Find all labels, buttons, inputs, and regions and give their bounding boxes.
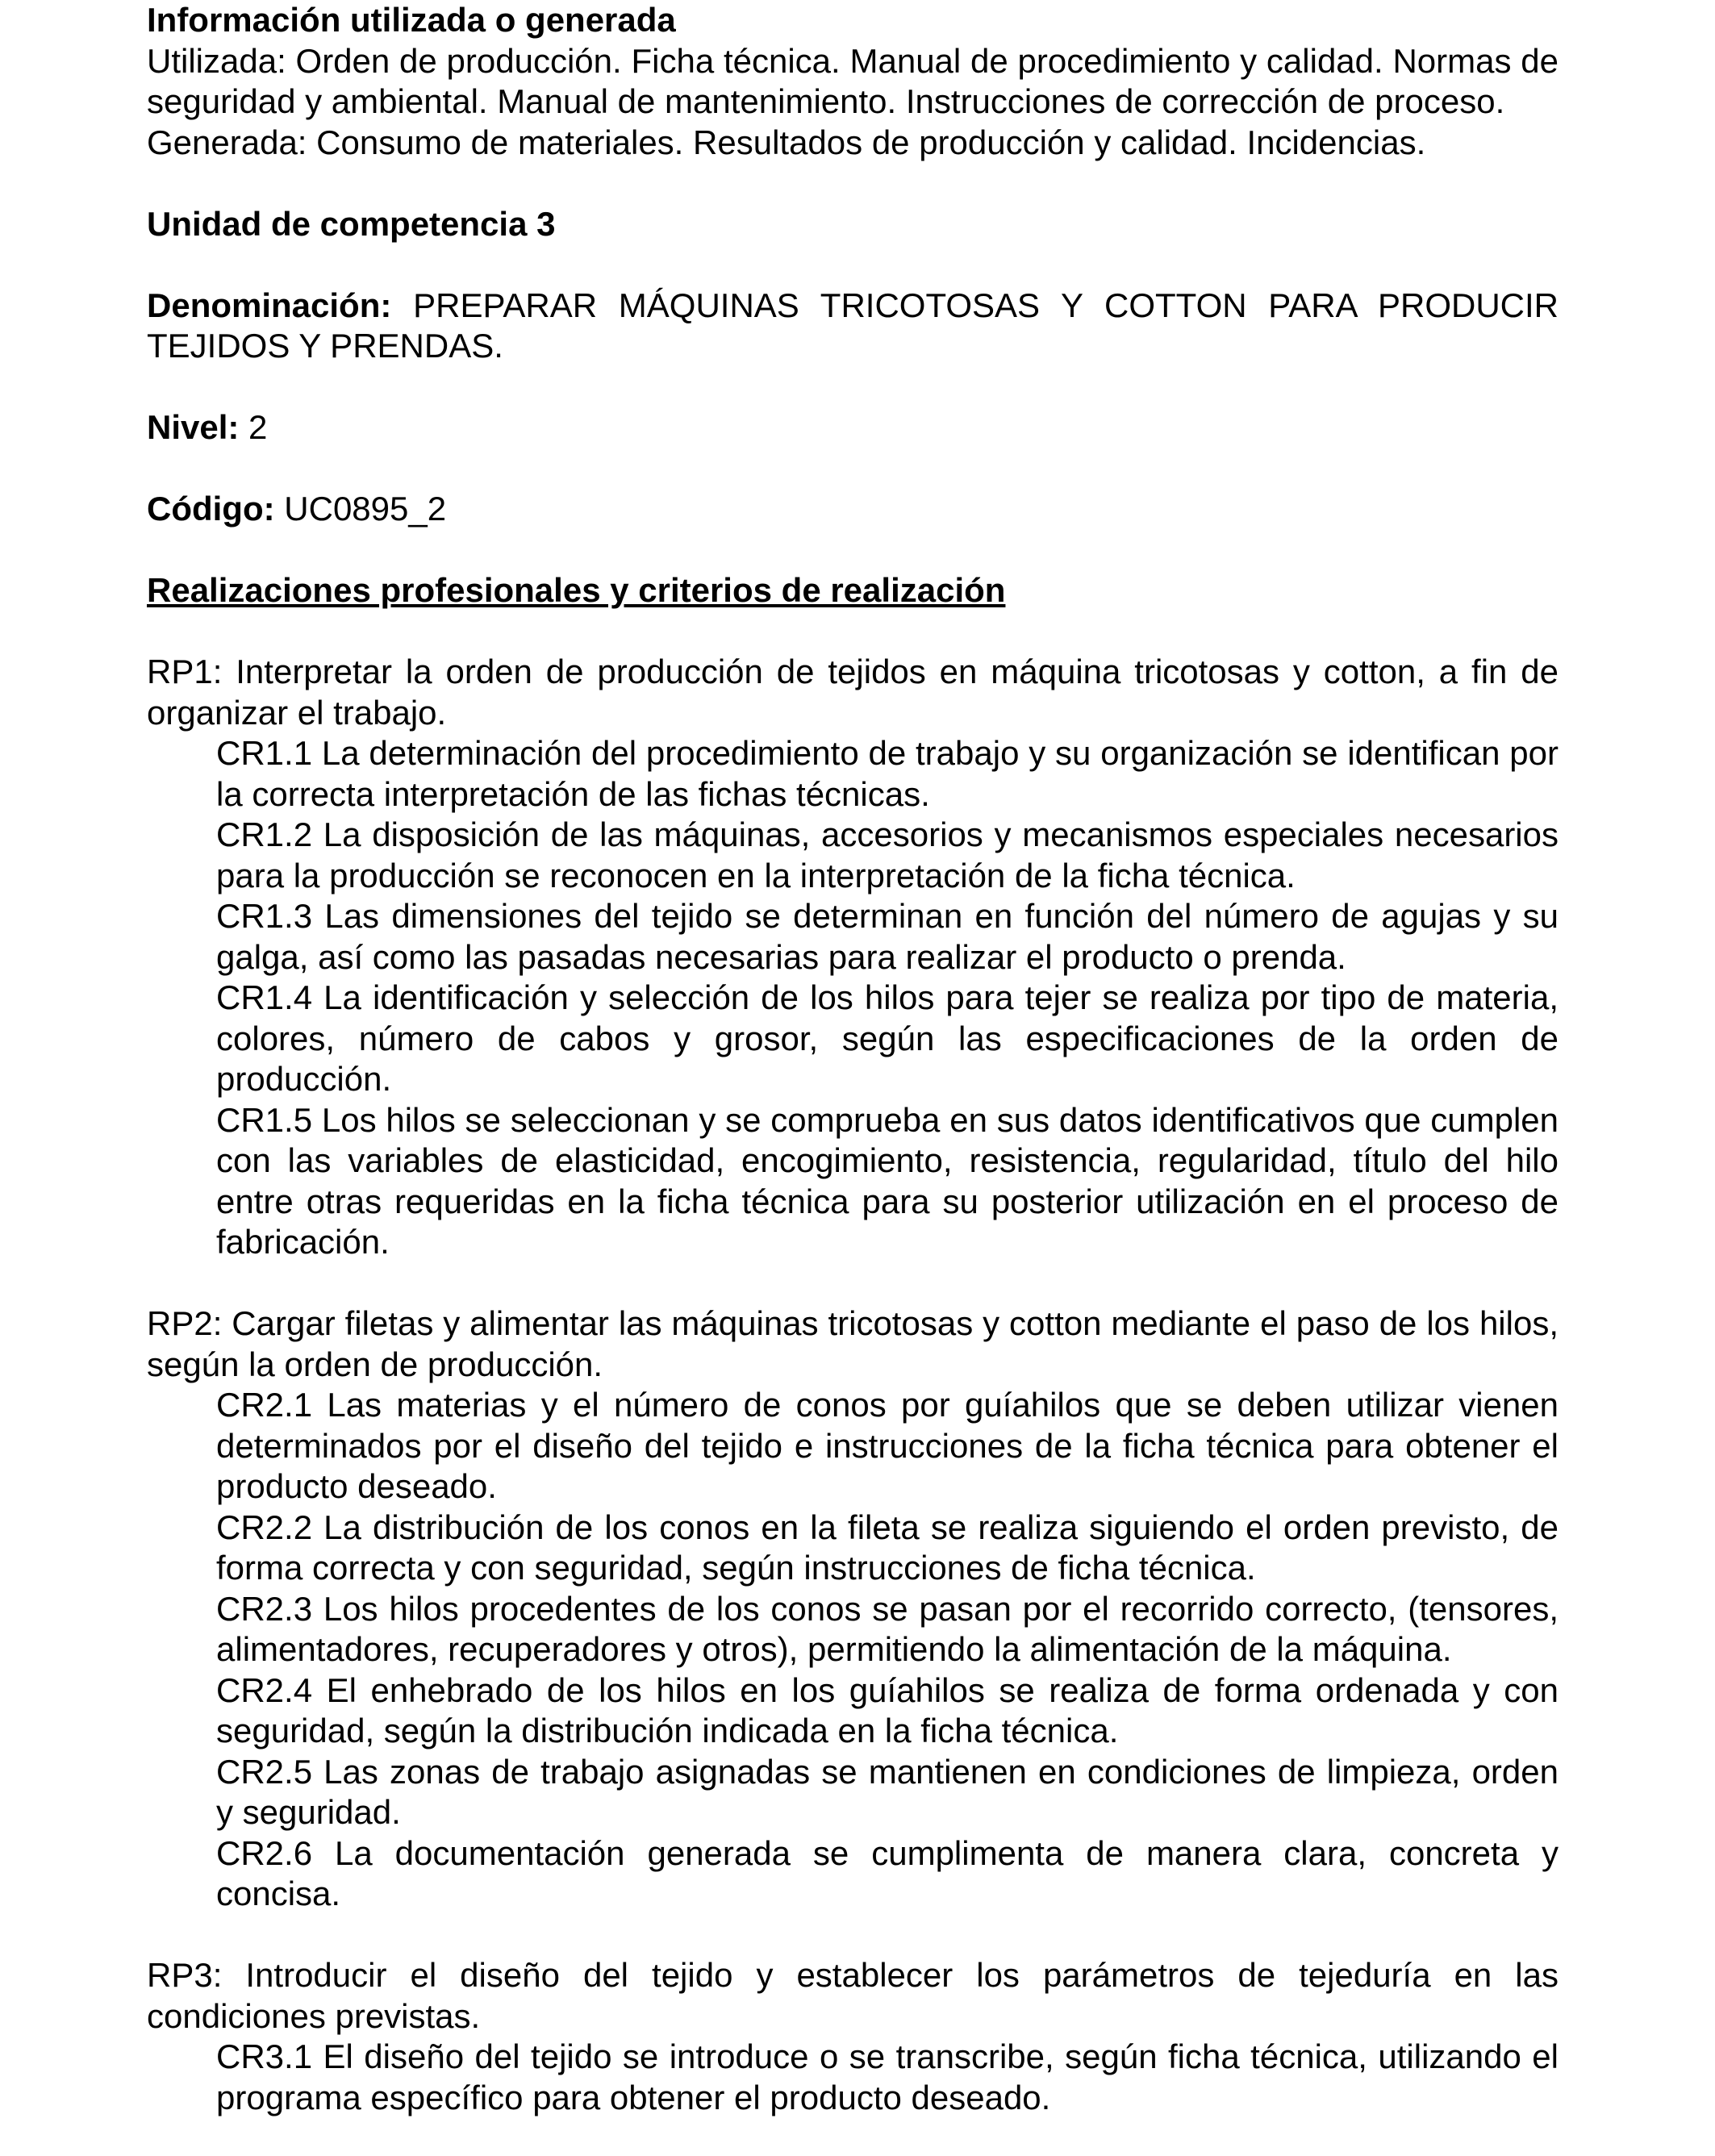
realizations-heading: Realizaciones profesionales y criterios de realización <box>147 571 1006 609</box>
level-value: 2 <box>239 408 268 446</box>
level <box>147 407 1559 448</box>
info-generated: Generada: Consumo de materiales. Resultados de producción y calidad. Incidencias. <box>147 123 1426 161</box>
criterion-cr3-1: CR3.1 El diseño del tejido se introduce o se transcribe, según ficha técnica, utilizando el programa específico para obtener el producto deseado. <box>216 2037 1559 2116</box>
spacer <box>147 367 1559 408</box>
criterion-cr2-5: CR2.5 Las zonas de trabajo asignadas se mantienen en condiciones de limpieza, orden y seguridad. <box>216 1752 1559 1831</box>
info-heading: Información utilizada o generada <box>147 1 676 39</box>
denomination <box>147 286 1559 367</box>
denomination-label: Denominación: <box>147 286 392 324</box>
spacer <box>147 1915 1559 1956</box>
spacer <box>147 163 1559 204</box>
criterion-cr2-1: CR2.1 Las materias y el número de conos por guíahilos que se deben utilizar vienen determinados por el diseño del tejido e instrucciones de la ficha técnica para obtener el producto deseado. <box>216 1386 1559 1505</box>
code <box>147 489 1559 530</box>
criterion-cr2-2: CR2.2 La distribución de los conos en la fileta se realiza siguiendo el orden previsto, de forma correcta y con seguridad, según instrucciones de ficha técnica. <box>216 1508 1559 1587</box>
spacer <box>147 1263 1559 1304</box>
document-page <box>147 0 1559 2118</box>
criterion-cr2-3: CR2.3 Los hilos procedentes de los conos se pasan por el recorrido correcto, (tensores, alimentadores, recuperadores y otros), permitiendo la alimentación de la máquina. <box>216 1589 1559 1668</box>
denomination-value: PREPARAR MÁQUINAS TRICOTOSAS Y COTTON PARA PRODUCIR TEJIDOS Y PRENDAS. <box>147 286 1559 365</box>
criterion-cr1-2: CR1.2 La disposición de las máquinas, accesorios y mecanismos especiales necesarios para la producción se reconocen en la interpretación de la ficha técnica. <box>216 815 1559 895</box>
unit-title: Unidad de competencia 3 <box>147 204 556 243</box>
criterion-cr1-3: CR1.3 Las dimensiones del tejido se determinan en función del número de agujas y su galga, así como las pasadas necesarias para realizar el producto o prenda. <box>216 897 1559 976</box>
level-label: Nivel: <box>147 408 240 446</box>
criterion-cr2-6: CR2.6 La documentación generada se cumplimenta de manera clara, concreta y concisa. <box>216 1833 1559 1912</box>
criterion-cr1-5: CR1.5 Los hilos se seleccionan y se comprueba en sus datos identificativos que cumplen con las variables de elasticidad, encogimiento, resistencia, regularidad, título del hilo entre otras requeridas en la ficha técnica para su posterior utilización en el proceso de fabricación. <box>216 1100 1559 1261</box>
spacer <box>147 244 1559 286</box>
criterion-cr2-4: CR2.4 El enhebrado de los hilos en los guíahilos se realiza de forma ordenada y con seguridad, según la distribución indicada en la ficha técnica. <box>216 1670 1559 1749</box>
criterion-cr1-4: CR1.4 La identificación y selección de los hilos para tejer se realiza por tipo de materia, colores, número de cabos y grosor, según las especificaciones de la orden de producción. <box>216 978 1559 1098</box>
criterion-cr1-1: CR1.1 La determinación del procedimiento de trabajo y su organización se identifican por la correcta interpretación de las fichas técnicas. <box>216 734 1559 813</box>
code-label: Código: <box>147 490 275 528</box>
rp2-text: RP2: Cargar filetas y alimentar las máquinas tricotosas y cotton mediante el paso de los hilos, según la orden de producción. <box>147 1304 1559 1383</box>
rp1-text: RP1: Interpretar la orden de producción de tejidos en máquina tricotosas y cotton, a fin de organizar el trabajo. <box>147 653 1559 732</box>
spacer <box>147 611 1559 653</box>
spacer <box>147 448 1559 490</box>
rp3-text: RP3: Introducir el diseño del tejido y establecer los parámetros de tejeduría en las condiciones previstas. <box>147 1956 1559 2035</box>
code-value: UC0895_2 <box>274 490 447 528</box>
info-used: Utilizada: Orden de producción. Ficha técnica. Manual de procedimiento y calidad. Normas de seguridad y ambiental. Manual de mantenimiento. Instrucciones de corrección de proceso. <box>147 41 1559 120</box>
spacer <box>147 530 1559 571</box>
